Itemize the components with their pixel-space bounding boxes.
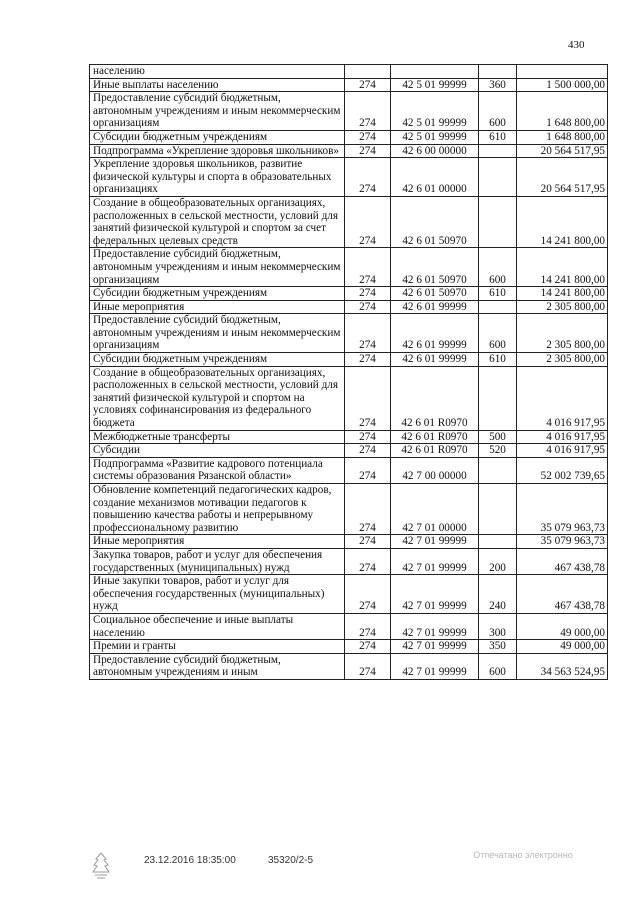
row-code-cell: 274: [345, 196, 391, 247]
table-row: [90, 640, 608, 654]
row-code-cell: 274: [345, 444, 391, 458]
row-vr-cell: [479, 196, 517, 247]
table-row: [90, 130, 608, 144]
table-row: [90, 65, 608, 79]
row-code-cell: 274: [345, 300, 391, 314]
row-vr-cell: [479, 535, 517, 549]
row-csr-cell: 42 7 01 99999: [391, 575, 479, 614]
row-code-cell: 274: [345, 366, 391, 430]
row-vr-cell: 360: [479, 78, 517, 92]
row-code-cell: 274: [345, 457, 391, 483]
row-amount-cell: 2 305 800,00: [517, 314, 608, 353]
row-name-cell: Подпрограмма «Развитие кадрового потенциала системы образования Рязанской области»: [90, 457, 345, 483]
row-amount-cell: 467 438,78: [517, 575, 608, 614]
row-name-cell: Субсидии бюджетным учреждениям: [90, 287, 345, 301]
row-name-cell: Предоставление субсидий бюджетным, автономным учреждениям и иным некоммерческим организациям: [90, 92, 345, 131]
row-csr-cell: 42 7 01 99999: [391, 653, 479, 679]
row-name-cell: Субсидии: [90, 444, 345, 458]
row-csr-cell: 42 6 01 50970: [391, 196, 479, 247]
row-amount-cell: 35 079 963,73: [517, 535, 608, 549]
row-csr-cell: 42 6 01 R0970: [391, 430, 479, 444]
row-amount-cell: 34 563 524,95: [517, 653, 608, 679]
row-vr-cell: [479, 158, 517, 197]
row-code-cell: 274: [345, 430, 391, 444]
row-name-cell: Обновление компетенций педагогических кадров, создание механизмов мотивации педагогов к повышению качества работы и непрерывному профессиональному развитию: [90, 484, 345, 535]
print-timestamp: 23.12.2016 18:35:00: [144, 855, 236, 866]
table-row: [90, 430, 608, 444]
row-csr-cell: 42 5 01 99999: [391, 78, 479, 92]
table-body: [90, 65, 608, 680]
row-code-cell: 274: [345, 575, 391, 614]
row-name-cell: Укрепление здоровья школьников, развитие физической культуры и спорта в образовательных организациях: [90, 158, 345, 197]
row-csr-cell: 42 7 00 00000: [391, 457, 479, 483]
row-amount-cell: 49 000,00: [517, 613, 608, 639]
row-vr-cell: 500: [479, 430, 517, 444]
row-vr-cell: 350: [479, 640, 517, 654]
row-csr-cell: 42 6 01 50970: [391, 287, 479, 301]
table-row: [90, 535, 608, 549]
row-name-cell: Предоставление субсидий бюджетным, автономным учреждениям и иным некоммерческим организациям: [90, 248, 345, 287]
page-number: 430: [568, 39, 585, 51]
row-name-cell: Создание в общеобразовательных организациях, расположенных в сельской местности, условий для занятий физической культурой и спортом за счет федеральных целевых средств: [90, 196, 345, 247]
row-name-cell: Иные мероприятия: [90, 300, 345, 314]
row-amount-cell: 4 016 917,95: [517, 430, 608, 444]
row-vr-cell: 610: [479, 130, 517, 144]
row-vr-cell: 610: [479, 353, 517, 367]
row-amount-cell: 1 648 800,00: [517, 130, 608, 144]
row-csr-cell: 42 7 01 99999: [391, 548, 479, 574]
row-vr-cell: [479, 300, 517, 314]
table-row: [90, 158, 608, 197]
row-amount-cell: 4 016 917,95: [517, 444, 608, 458]
row-vr-cell: [479, 65, 517, 79]
row-csr-cell: 42 6 01 50970: [391, 248, 479, 287]
row-amount-cell: 35 079 963,73: [517, 484, 608, 535]
row-vr-cell: 600: [479, 248, 517, 287]
row-vr-cell: 300: [479, 613, 517, 639]
row-amount-cell: 20 564 517,95: [517, 158, 608, 197]
row-csr-cell: 42 6 00 00000: [391, 144, 479, 158]
row-vr-cell: 600: [479, 92, 517, 131]
row-vr-cell: 600: [479, 314, 517, 353]
table-row: [90, 548, 608, 574]
table-row: [90, 300, 608, 314]
row-code-cell: 274: [345, 613, 391, 639]
coat-of-arms-icon: [88, 851, 114, 881]
row-name-cell: Закупка товаров, работ и услуг для обеспечения государственных (муниципальных) нужд: [90, 548, 345, 574]
row-name-cell: Межбюджетные трансферты: [90, 430, 345, 444]
table-row: [90, 366, 608, 430]
row-name-cell: Иные закупки товаров, работ и услуг для обеспечения государственных (муниципальных) нужд: [90, 575, 345, 614]
row-code-cell: 274: [345, 314, 391, 353]
row-amount-cell: 1 648 800,00: [517, 92, 608, 131]
row-code-cell: 274: [345, 353, 391, 367]
row-code-cell: 274: [345, 158, 391, 197]
row-amount-cell: 14 241 800,00: [517, 248, 608, 287]
row-csr-cell: 42 6 01 99999: [391, 314, 479, 353]
table-row: [90, 444, 608, 458]
row-code-cell: 274: [345, 144, 391, 158]
table-row: [90, 484, 608, 535]
row-vr-cell: 200: [479, 548, 517, 574]
row-amount-cell: 14 241 800,00: [517, 196, 608, 247]
row-csr-cell: [391, 65, 479, 79]
table-row: [90, 653, 608, 679]
row-name-cell: Предоставление субсидий бюджетным, автономным учреждениям и иным: [90, 653, 345, 679]
table-row: [90, 78, 608, 92]
row-amount-cell: 49 000,00: [517, 640, 608, 654]
table-row: [90, 314, 608, 353]
row-csr-cell: 42 7 01 99999: [391, 613, 479, 639]
row-name-cell: Подпрограмма «Укрепление здоровья школьников»: [90, 144, 345, 158]
document-id: 35320/2-5: [268, 855, 314, 866]
row-code-cell: 274: [345, 548, 391, 574]
row-csr-cell: 42 6 01 R0970: [391, 366, 479, 430]
row-csr-cell: 42 7 01 99999: [391, 640, 479, 654]
row-code-cell: 274: [345, 653, 391, 679]
table-row: [90, 457, 608, 483]
row-code-cell: 274: [345, 287, 391, 301]
row-vr-cell: [479, 457, 517, 483]
row-name-cell: Субсидии бюджетным учреждениям: [90, 353, 345, 367]
row-csr-cell: 42 5 01 99999: [391, 130, 479, 144]
table-row: [90, 353, 608, 367]
table-row: [90, 287, 608, 301]
row-amount-cell: 14 241 800,00: [517, 287, 608, 301]
row-csr-cell: 42 6 01 99999: [391, 353, 479, 367]
row-code-cell: 274: [345, 130, 391, 144]
row-code-cell: [345, 65, 391, 79]
row-csr-cell: 42 6 01 99999: [391, 300, 479, 314]
row-vr-cell: [479, 366, 517, 430]
row-name-cell: Иные мероприятия: [90, 535, 345, 549]
row-vr-cell: 610: [479, 287, 517, 301]
row-vr-cell: [479, 144, 517, 158]
row-name-cell: Создание в общеобразовательных организациях, расположенных в сельской местности, условий для занятий физической культурой и спортом на условиях софинансирования из федерального бюджета: [90, 366, 345, 430]
row-name-cell: Предоставление субсидий бюджетным, автономным учреждениям и иным некоммерческим организациям: [90, 314, 345, 353]
row-csr-cell: 42 7 01 99999: [391, 535, 479, 549]
row-csr-cell: 42 6 01 00000: [391, 158, 479, 197]
row-csr-cell: 42 6 01 R0970: [391, 444, 479, 458]
row-code-cell: 274: [345, 92, 391, 131]
row-code-cell: 274: [345, 78, 391, 92]
row-amount-cell: 2 305 800,00: [517, 353, 608, 367]
row-amount-cell: [517, 65, 608, 79]
table-row: [90, 196, 608, 247]
faded-stamp: Отпечатано электронно: [473, 850, 573, 860]
row-amount-cell: 52 002 739,65: [517, 457, 608, 483]
table-row: [90, 92, 608, 131]
row-csr-cell: 42 5 01 99999: [391, 92, 479, 131]
row-vr-cell: 600: [479, 653, 517, 679]
row-amount-cell: 20 564 517,95: [517, 144, 608, 158]
row-vr-cell: 520: [479, 444, 517, 458]
row-code-cell: 274: [345, 535, 391, 549]
row-amount-cell: 2 305 800,00: [517, 300, 608, 314]
table-row: [90, 613, 608, 639]
row-csr-cell: 42 7 01 00000: [391, 484, 479, 535]
row-vr-cell: [479, 484, 517, 535]
budget-table: [89, 64, 608, 680]
row-code-cell: 274: [345, 248, 391, 287]
row-name-cell: Субсидии бюджетным учреждениям: [90, 130, 345, 144]
row-name-cell: населению: [90, 65, 345, 79]
row-code-cell: 274: [345, 640, 391, 654]
row-amount-cell: 467 438,78: [517, 548, 608, 574]
row-amount-cell: 1 500 000,00: [517, 78, 608, 92]
table-row: [90, 575, 608, 614]
table-row: [90, 144, 608, 158]
table-row: [90, 248, 608, 287]
page-footer: [0, 849, 640, 889]
row-name-cell: Премии и гранты: [90, 640, 345, 654]
row-code-cell: 274: [345, 484, 391, 535]
row-vr-cell: 240: [479, 575, 517, 614]
row-name-cell: Социальное обеспечение и иные выплаты населению: [90, 613, 345, 639]
row-name-cell: Иные выплаты населению: [90, 78, 345, 92]
row-amount-cell: 4 016 917,95: [517, 366, 608, 430]
